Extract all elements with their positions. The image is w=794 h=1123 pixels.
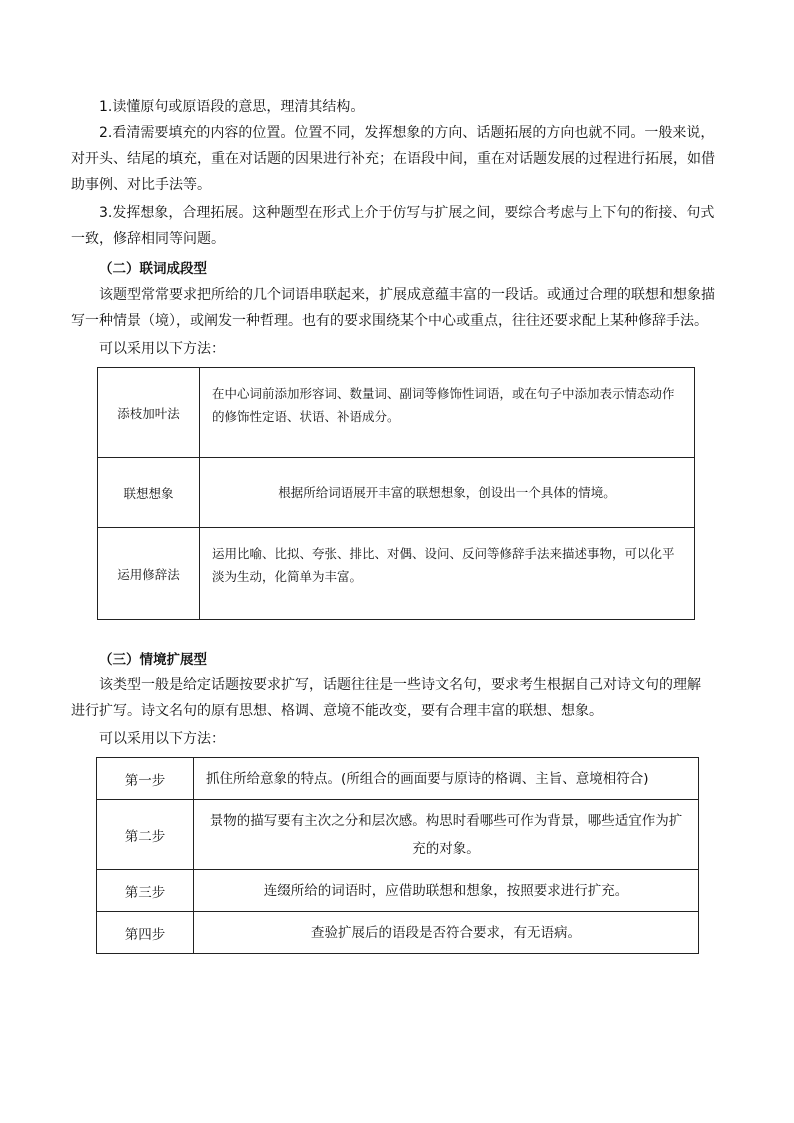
step-label: 第三步 [97,870,194,912]
methods-table-qingjing [96,757,699,954]
step-label: 第四步 [97,912,194,954]
step-desc: 景物的描写要有主次之分和层次感。构思时看哪些可作为背景，哪些适宜作为扩充的对象。 [194,800,699,870]
method-label: 联想想象 [98,458,200,528]
step-label: 第一步 [97,758,194,800]
methods-table-lianci [97,367,695,620]
section-heading-qingjing: （三）情境扩展型 [99,652,207,668]
method-label: 添枝加叶法 [98,368,200,458]
methods-intro: 可以采用以下方法： [99,731,225,747]
table-row [98,528,695,620]
item-3: 3.发挥想象，合理拓展。这种题型在形式上介于仿写与扩展之间，要综合考虑与上下句的衔接、句式 一致，修辞相同等问题。 [71,205,715,247]
step-desc: 连缀所给的词语时，应借助联想和想象，按照要求进行扩充。 [194,870,699,912]
section3-paragraph: 该类型一般是给定话题按要求扩写，话题往往是一些诗文名句，要求考生根据自己对诗文句的理解 进行扩写。诗文名句的原有思想、格调、意境不能改变，要有合理丰富的联想、想象。 [71,677,701,719]
method-desc: 运用比喻、比拟、夸张、排比、对偶、设问、反问等修辞手法来描述事物，可以化平淡为生动，化简单为丰富。 [200,528,695,620]
table-row [97,912,699,954]
step-desc: 抓住所给意象的特点。(所组合的画面要与原诗的格调、主旨、意境相符合) [194,758,699,800]
method-label: 运用修辞法 [98,528,200,620]
item-2: 2.看清需要填充的内容的位置。位置不同，发挥想象的方向、话题拓展的方向也就不同。一般来说， 对开头、结尾的填充，重在对话题的因果进行补充；在语段中间，重在对话题发展的过程进行拓展，如借 助事例、对比手法等。 [71,125,715,193]
table-row [97,800,699,870]
step-label: 第二步 [97,800,194,870]
table-row [98,458,695,528]
method-desc: 根据所给词语展开丰富的联想想象，创设出一个具体的情境。 [200,458,695,528]
section2-paragraph: 该题型常常要求把所给的几个词语串联起来，扩展成意蕴丰富的一段话。或通过合理的联想和想象描 写一种情景（境），或阐发一种哲理。也有的要求围绕某个中心或重点，往往还要求配上某种修辞手法。 [71,287,715,329]
method-desc: 在中心词前添加形容词、数量词、副词等修饰性词语，或在句子中添加表示情态动作的修饰性定语、状语、补语成分。 [200,368,695,458]
methods-intro: 可以采用以下方法： [99,341,225,357]
table-row [98,368,695,458]
table-row [97,758,699,800]
table-row [97,870,699,912]
section-heading-lianci: （二）联词成段型 [99,261,207,277]
item-1: 1.读懂原句或原语段的意思，理清其结构。 [99,99,365,115]
step-desc: 查验扩展后的语段是否符合要求，有无语病。 [194,912,699,954]
